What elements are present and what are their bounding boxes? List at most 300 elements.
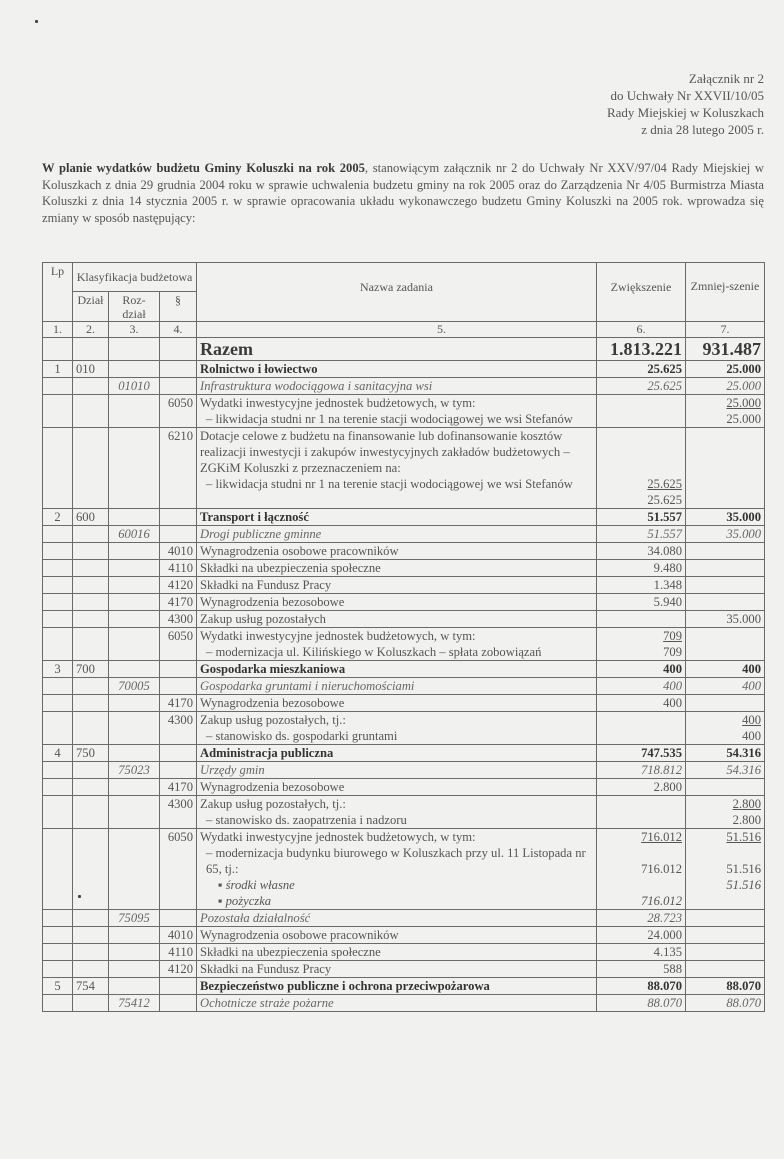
task-name-cell <box>197 995 597 1012</box>
header-klasyfikacja: Klasyfikacja budżetowa <box>73 263 197 292</box>
column-number: 6. <box>597 322 686 338</box>
scan-speck <box>35 20 38 23</box>
decrease-detail: 400 <box>742 729 761 743</box>
task-name-cell <box>197 594 597 611</box>
increase-value: 88.070 <box>647 979 682 993</box>
lp-cell <box>43 927 73 944</box>
task-name: Zakup usług pozostałych, tj.: <box>200 797 346 811</box>
lp-cell <box>43 543 73 560</box>
column-number: 3. <box>109 322 160 338</box>
task-detail: – modernizacja ul. Kilińskiego w Koluszkach – spłata zobowiązań <box>206 645 542 659</box>
task-name-cell <box>197 509 597 526</box>
task-name: Infrastruktura wodociągowa i sanitacyjna wsi <box>200 379 433 393</box>
dzial-cell <box>73 577 109 594</box>
rozdzial-cell <box>109 796 160 829</box>
subsection-row <box>43 995 765 1012</box>
task-name: Wydatki inwestycyjne jednostek budżetowych, w tym: <box>200 629 476 643</box>
increase-cell <box>597 796 686 829</box>
increase-cell <box>597 378 686 395</box>
task-name-cell <box>197 661 597 678</box>
lp-cell <box>43 678 73 695</box>
item-row <box>43 428 765 509</box>
task-name-cell <box>197 611 597 628</box>
rozdzial-cell: 01010 <box>109 378 160 395</box>
column-number: 2. <box>73 322 109 338</box>
dzial-cell <box>73 712 109 745</box>
paragraf-cell: 4300 <box>160 796 197 829</box>
decrease-cell <box>686 961 765 978</box>
attachment-line: do Uchwały Nr XXVII/10/05 <box>610 88 764 103</box>
paragraf-cell: 4170 <box>160 594 197 611</box>
lp-cell: 2 <box>43 509 73 526</box>
increase-value: 51.557 <box>647 527 682 541</box>
increase-cell <box>597 678 686 695</box>
lp-cell <box>43 712 73 745</box>
lp-cell <box>43 961 73 978</box>
task-name: Gospodarka gruntami i nieruchomościami <box>200 679 415 693</box>
decrease-cell <box>686 543 765 560</box>
total-increase: 1.813.221 <box>597 338 686 361</box>
increase-value: 9.480 <box>653 561 682 575</box>
increase-value: 588 <box>663 962 682 976</box>
increase-detail: 25.625 <box>647 493 682 507</box>
rozdzial-cell <box>109 628 160 661</box>
dzial-cell <box>73 594 109 611</box>
rozdzial-cell <box>109 543 160 560</box>
decrease-subtotal: 400 <box>742 713 761 727</box>
decrease-cell <box>686 361 765 378</box>
task-name: Składki na ubezpieczenia społeczne <box>200 945 381 959</box>
task-name-cell <box>197 577 597 594</box>
paragraf-cell: 4010 <box>160 543 197 560</box>
section-row <box>43 978 765 995</box>
task-name: Drogi publiczne gminne <box>200 527 322 541</box>
increase-cell <box>597 361 686 378</box>
paragraf-cell: 4110 <box>160 560 197 577</box>
increase-cell <box>597 628 686 661</box>
increase-cell <box>597 762 686 779</box>
paragraf-cell <box>160 678 197 695</box>
task-name-cell <box>197 745 597 762</box>
item-row <box>43 594 765 611</box>
task-name-cell <box>197 910 597 927</box>
subsection-row <box>43 526 765 543</box>
lp-cell <box>43 428 73 509</box>
lp-cell <box>43 526 73 543</box>
lp-cell <box>43 594 73 611</box>
column-number: 4. <box>160 322 197 338</box>
task-name: Ochotnicze straże pożarne <box>200 996 334 1010</box>
task-name-cell <box>197 829 597 910</box>
decrease-cell <box>686 796 765 829</box>
lp-cell <box>43 762 73 779</box>
column-number-row <box>43 322 765 338</box>
decrease-cell <box>686 577 765 594</box>
increase-value: 4.135 <box>653 945 682 959</box>
task-name-cell <box>197 978 597 995</box>
dzial-cell <box>73 678 109 695</box>
decrease-cell <box>686 560 765 577</box>
task-name: Wynagrodzenia bezosobowe <box>200 595 345 609</box>
increase-value: 400 <box>663 679 682 693</box>
dzial-cell: 600 <box>73 509 109 526</box>
header-lp: Lp <box>43 263 73 322</box>
rozdzial-cell <box>109 661 160 678</box>
task-name-cell <box>197 927 597 944</box>
dzial-cell: 754 <box>73 978 109 995</box>
attachment-header <box>607 70 764 138</box>
intro-bold: W planie wydatków budżetu Gminy Koluszki na rok 2005 <box>42 161 365 175</box>
decrease-cell <box>686 995 765 1012</box>
item-row <box>43 611 765 628</box>
lp-cell <box>43 944 73 961</box>
decrease-cell <box>686 395 765 428</box>
task-name-cell <box>197 762 597 779</box>
task-name-cell <box>197 428 597 509</box>
increase-value: 25.625 <box>647 362 682 376</box>
increase-cell <box>597 745 686 762</box>
increase-cell <box>597 560 686 577</box>
increase-item-value: 716.012 <box>641 894 682 908</box>
lp-cell <box>43 695 73 712</box>
task-name-cell <box>197 378 597 395</box>
increase-value: 88.070 <box>647 996 682 1010</box>
total-decrease: 931.487 <box>686 338 765 361</box>
decrease-cell <box>686 661 765 678</box>
increase-cell <box>597 961 686 978</box>
decrease-detail: 25.000 <box>726 412 761 426</box>
rozdzial-cell <box>109 577 160 594</box>
increase-cell <box>597 509 686 526</box>
task-name-cell <box>197 712 597 745</box>
header-nazwa: Nazwa zadania <box>197 263 597 322</box>
task-name: Gospodarka mieszkaniowa <box>200 662 346 676</box>
paragraf-cell: 4120 <box>160 961 197 978</box>
dzial-cell: 700 <box>73 661 109 678</box>
total-row <box>43 338 765 361</box>
decrease-cell <box>686 978 765 995</box>
lp-cell: 5 <box>43 978 73 995</box>
increase-cell <box>597 995 686 1012</box>
increase-detail: 716.012 <box>641 862 682 876</box>
item-row <box>43 695 765 712</box>
decrease-value: 400 <box>742 679 761 693</box>
rozdzial-cell <box>109 745 160 762</box>
task-name: Urzędy gmin <box>200 763 265 777</box>
increase-cell <box>597 543 686 560</box>
decrease-detail: 2.800 <box>732 813 761 827</box>
subsection-row <box>43 378 765 395</box>
rozdzial-cell <box>109 560 160 577</box>
increase-cell <box>597 910 686 927</box>
decrease-cell <box>686 695 765 712</box>
increase-value: 28.723 <box>647 911 682 925</box>
dzial-cell <box>73 395 109 428</box>
increase-value: 400 <box>663 662 682 676</box>
intro-text: , stanowiącym załącznik nr 2 do Uchwały Nr XXV/97/04 Rady Miejskiej w Koluszkach z dnia 29 grudnia 2004 roku w sprawie uchwalenia budzetu gminy na rok 2005 oraz do Zarządzenia Nr 4/05 Burmistrza Miasta Koluszki z dnia 14 stycznia 2005 r. w sprawie opracowania układu wykonawczego budzetu Gminy Koluszki na 2005 rok. wprowadza się zmiany w sposób następujący: <box>42 161 764 225</box>
decrease-value: 25.000 <box>726 379 761 393</box>
lp-cell: 3 <box>43 661 73 678</box>
task-name-cell <box>197 779 597 796</box>
increase-value: 5.940 <box>653 595 682 609</box>
increase-value: 24.000 <box>647 928 682 942</box>
decrease-cell <box>686 745 765 762</box>
decrease-value: 88.070 <box>726 996 761 1010</box>
task-name-cell <box>197 395 597 428</box>
task-name: Dotacje celowe z budżetu na finansowanie lub dofinansowanie kosztów realizacji inwestycji i zakupów inwestycyjnych zakładów budżetowych – ZGKiM Koluszki z przeznaczeniem na: <box>200 429 570 475</box>
paragraf-cell: 6050 <box>160 628 197 661</box>
lp-cell <box>43 611 73 628</box>
decrease-cell <box>686 927 765 944</box>
task-name: Składki na ubezpieczenia społeczne <box>200 561 381 575</box>
decrease-cell <box>686 762 765 779</box>
rozdzial-cell <box>109 978 160 995</box>
increase-cell <box>597 712 686 745</box>
dzial-cell <box>73 910 109 927</box>
dzial-cell <box>73 944 109 961</box>
task-name: Bezpieczeństwo publiczne i ochrona przeciwpożarowa <box>200 979 490 993</box>
increase-cell <box>597 978 686 995</box>
increase-cell <box>597 695 686 712</box>
task-detail: – stanowisko ds. gospodarki gruntami <box>206 729 398 743</box>
dzial-cell <box>73 611 109 628</box>
decrease-cell <box>686 378 765 395</box>
task-name: Pozostała działalność <box>200 911 311 925</box>
rozdzial-cell <box>109 695 160 712</box>
rozdzial-cell <box>109 927 160 944</box>
task-name: Rolnictwo i łowiectwo <box>200 362 318 376</box>
task-name: Wydatki inwestycyjne jednostek budżetowych, w tym: <box>200 396 476 410</box>
paragraf-cell <box>160 661 197 678</box>
item-row <box>43 961 765 978</box>
task-name: Wydatki inwestycyjne jednostek budżetowych, w tym: <box>200 830 476 844</box>
dzial-cell <box>73 927 109 944</box>
lp-cell <box>43 779 73 796</box>
decrease-cell <box>686 526 765 543</box>
increase-cell <box>597 594 686 611</box>
decrease-cell <box>686 611 765 628</box>
task-name: Transport i łączność <box>200 510 309 524</box>
increase-detail: 709 <box>663 645 682 659</box>
rozdzial-cell: 75023 <box>109 762 160 779</box>
dzial-cell: 010 <box>73 361 109 378</box>
item-row <box>43 577 765 594</box>
item-row <box>43 712 765 745</box>
budget-table <box>42 262 765 1012</box>
rozdzial-cell <box>109 961 160 978</box>
decrease-value: 35.000 <box>726 510 761 524</box>
task-name-cell <box>197 560 597 577</box>
header-dzial: Dział <box>73 292 109 322</box>
column-number: 7. <box>686 322 765 338</box>
increase-value: 25.625 <box>647 379 682 393</box>
paragraf-cell <box>160 995 197 1012</box>
increase-value: 400 <box>663 696 682 710</box>
dzial-cell <box>73 695 109 712</box>
decrease-cell <box>686 678 765 695</box>
decrease-detail: 51.516 <box>726 862 761 876</box>
increase-value: 1.348 <box>653 578 682 592</box>
column-number: 5. <box>197 322 597 338</box>
increase-cell <box>597 428 686 509</box>
paragraf-cell <box>160 509 197 526</box>
task-name: Wynagrodzenia bezosobowe <box>200 696 345 710</box>
decrease-cell <box>686 428 765 509</box>
lp-cell <box>43 910 73 927</box>
increase-subtotal: 709 <box>663 629 682 643</box>
header-zwiekszenie: Zwiększenie <box>597 263 686 322</box>
attachment-line: Załącznik nr 2 <box>688 71 764 86</box>
item-row <box>43 796 765 829</box>
decrease-cell <box>686 779 765 796</box>
lp-cell <box>43 395 73 428</box>
dzial-cell <box>73 526 109 543</box>
item-row <box>43 628 765 661</box>
dzial-cell: 750 <box>73 745 109 762</box>
attachment-line: z dnia 28 lutego 2005 r. <box>641 122 764 137</box>
dzial-cell <box>73 428 109 509</box>
rozdzial-cell <box>109 829 160 910</box>
paragraf-cell: 4110 <box>160 944 197 961</box>
rozdzial-cell <box>109 361 160 378</box>
section-row <box>43 745 765 762</box>
dzial-cell <box>73 961 109 978</box>
task-detail: – modernizacja budynku biurowego w Koluszkach przy ul. 11 Listopada nr 65, tj.: <box>206 846 586 876</box>
section-row <box>43 661 765 678</box>
lp-cell <box>43 628 73 661</box>
paragraf-cell <box>160 762 197 779</box>
intro-paragraph <box>42 160 764 226</box>
decrease-value: 88.070 <box>726 979 761 993</box>
task-name-cell <box>197 628 597 661</box>
task-name-cell <box>197 944 597 961</box>
paragraf-cell: 6210 <box>160 428 197 509</box>
rozdzial-cell <box>109 944 160 961</box>
dzial-cell <box>73 829 109 910</box>
decrease-cell <box>686 910 765 927</box>
paragraf-cell: 6050 <box>160 829 197 910</box>
decrease-value: 35.000 <box>726 612 761 626</box>
task-name: Składki na Fundusz Pracy <box>200 962 332 976</box>
rozdzial-cell: 60016 <box>109 526 160 543</box>
decrease-cell <box>686 628 765 661</box>
increase-cell <box>597 526 686 543</box>
increase-value: 718.812 <box>641 763 682 777</box>
increase-value: 2.800 <box>653 780 682 794</box>
subsection-row <box>43 910 765 927</box>
increase-cell <box>597 779 686 796</box>
task-name: Wynagrodzenia bezosobowe <box>200 780 345 794</box>
paragraf-cell <box>160 978 197 995</box>
increase-cell <box>597 927 686 944</box>
decrease-value: 400 <box>742 662 761 676</box>
increase-cell <box>597 661 686 678</box>
subsection-row <box>43 678 765 695</box>
task-detail: – stanowisko ds. zaopatrzenia i nadzoru <box>206 813 407 827</box>
rozdzial-cell: 75095 <box>109 910 160 927</box>
task-name: Zakup usług pozostałych, tj.: <box>200 713 346 727</box>
lp-cell <box>43 378 73 395</box>
item-row <box>43 560 765 577</box>
decrease-cell <box>686 944 765 961</box>
rozdzial-cell <box>109 611 160 628</box>
lp-cell: 1 <box>43 361 73 378</box>
decrease-cell <box>686 509 765 526</box>
decrease-cell <box>686 594 765 611</box>
rozdzial-cell <box>109 428 160 509</box>
task-name: Wynagrodzenia osobowe pracowników <box>200 928 399 942</box>
decrease-subtotal: 2.800 <box>732 797 761 811</box>
increase-subtotal: 25.625 <box>647 477 682 491</box>
decrease-subtotal: 25.000 <box>726 396 761 410</box>
item-row <box>43 927 765 944</box>
paragraf-cell: 4170 <box>160 779 197 796</box>
rozdzial-cell <box>109 594 160 611</box>
dzial-cell <box>73 543 109 560</box>
decrease-value: 54.316 <box>726 763 761 777</box>
task-name-cell <box>197 695 597 712</box>
task-detail: – likwidacja studni nr 1 na terenie stacji wodociągowej we wsi Stefanów <box>206 477 573 491</box>
dzial-cell <box>73 762 109 779</box>
decrease-value: 54.316 <box>726 746 761 760</box>
lp-cell <box>43 829 73 910</box>
paragraf-cell: 4170 <box>160 695 197 712</box>
paragraf-cell: 6050 <box>160 395 197 428</box>
item-row <box>43 944 765 961</box>
decrease-value: 25.000 <box>726 362 761 376</box>
item-row <box>43 395 765 428</box>
decrease-cell <box>686 712 765 745</box>
increase-subtotal: 716.012 <box>641 830 682 844</box>
rozdzial-cell <box>109 779 160 796</box>
increase-cell <box>597 611 686 628</box>
header-rozdzial: Roz-dział <box>109 292 160 322</box>
lp-cell <box>43 995 73 1012</box>
paragraf-cell: 4300 <box>160 712 197 745</box>
column-number: 1. <box>43 322 73 338</box>
task-name: Wynagrodzenia osobowe pracowników <box>200 544 399 558</box>
task-sub-item: ▪ środki własne <box>218 878 295 892</box>
total-label: Razem <box>197 338 597 361</box>
item-row <box>43 779 765 796</box>
subsection-row <box>43 762 765 779</box>
task-detail: – likwidacja studni nr 1 na terenie stacji wodociągowej we wsi Stefanów <box>206 412 573 426</box>
header-zmniejszenie: Zmniej-szenie <box>686 263 765 322</box>
dzial-cell <box>73 779 109 796</box>
dzial-cell <box>73 628 109 661</box>
decrease-cell <box>686 829 765 910</box>
paragraf-cell <box>160 910 197 927</box>
increase-cell <box>597 395 686 428</box>
increase-value: 747.535 <box>641 746 682 760</box>
task-name-cell <box>197 543 597 560</box>
paragraf-cell: 4300 <box>160 611 197 628</box>
rozdzial-cell <box>109 395 160 428</box>
lp-cell: 4 <box>43 745 73 762</box>
header-paragraf: § <box>160 292 197 322</box>
item-row <box>43 543 765 560</box>
paragraf-cell <box>160 378 197 395</box>
rozdzial-cell: 75412 <box>109 995 160 1012</box>
paragraf-cell: 4010 <box>160 927 197 944</box>
task-name-cell <box>197 678 597 695</box>
increase-value: 34.080 <box>647 544 682 558</box>
task-name-cell <box>197 361 597 378</box>
dzial-cell <box>73 560 109 577</box>
dzial-cell <box>73 796 109 829</box>
rozdzial-cell <box>109 712 160 745</box>
increase-cell <box>597 577 686 594</box>
